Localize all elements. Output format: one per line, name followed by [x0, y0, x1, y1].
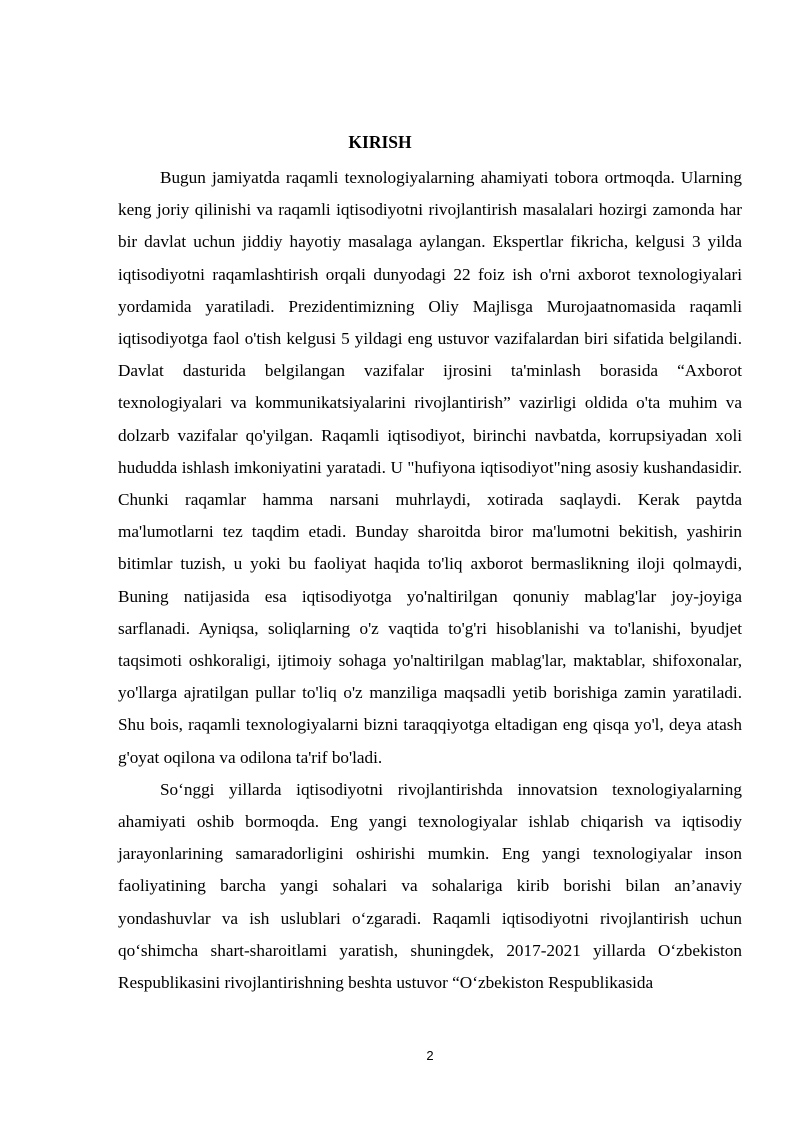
- paragraph-2: So‘nggi yillarda iqtisodiyotni rivojlantirishda innovatsion texnologiyalarning ahamiyati oshib bormoqda. Eng yangi texnologiyalar ishlab chiqarish va iqtisodiy jarayonlarining samaradorligini oshirishi mumkin. Eng yangi texnologiyalar inson faoliyatining barcha yangi sohalari va sohalariga kirib borishi bilan an’anaviy yondashuvlar va ish uslublari o‘zgaradi. Raqamli iqtisodiyotni rivojlantirish uchun qo‘shimcha shart-sharoitlami yaratish, shuningdek, 2017-2021 yillarda O‘zbekiston Respublikasini rivojlantirishning beshta ustuvor “O‘zbekiston Respublikasida: [118, 779, 742, 993]
- page-number: 2: [426, 1048, 434, 1063]
- section-heading: KIRISH: [348, 132, 412, 152]
- paragraph-1: Bugun jamiyatda raqamli texnologiyalarning ahamiyati tobora ortmoqda. Ularning keng joriy qilinishi va raqamli iqtisodiyotni rivojlantirish masalalari hozirgi zamonda har bir davlat uchun jiddiy hayotiy masalaga aylangan. Ekspertlar fikricha, kelgusi 3 yilda iqtisodiyotni raqamlashtirish orqali dunyodagi 22 foiz ish o'rni axborot texnologiyalari yordamida yaratiladi. Prezidentimizning Oliy Majlisga Murojaatnomasida raqamli iqtisodiyotga faol o'tish kelgusi 5 yildagi eng ustuvor vazifalardan biri sifatida belgilandi. Davlat dasturida belgilangan vazifalar ijrosini ta'minlash borasida “Axborot texnologiyalari va kommunikatsiyalarini rivojlantirish” vazirligi oldida o'ta muhim va dolzarb vazifalar qo'yilgan. Raqamli iqtisodiyot, birinchi navbatda, korrupsiyadan xoli hududda ishlash imkoniyatini yaratadi. U "hufiyona iqtisodiyot"ning asosiy kushandasidir. Chunki raqamlar hamma narsani muhrlaydi, xotirada saqlaydi. Kerak paytda ma'lumotlarni tez taqdim etadi. Bunday sharoitda biror ma'lumotni bekitish, yashirin bitimlar tuzish, u yoki bu faoliyat haqida to'liq axborot bermaslikning iloji qolmaydi, Buning natijasida esa iqtisodiyotga yo'naltirilgan qonuniy mablag'lar joy-joyiga sarflanadi. Ayniqsa, soliqlarning o'z vaqtida to'g'ri hisoblanishi va to'lanishi, byudjet taqsimoti oshkoraligi, ijtimoiy sohaga yo'naltirilgan mablag'lar, maktablar, shifoxonalar, yo'llarga ajratilgan pullar to'liq o'z manziliga maqsadli yetib borishiga zamin yaratiladi. Shu bois, raqamli texnologiyalarni bizni taraqqiyotga eltadigan eng qisqa yo'l, deya atash g'oyat oqilona va odilona ta'rif bo'ladi.: [118, 168, 742, 767]
- body-text: [118, 162, 742, 999]
